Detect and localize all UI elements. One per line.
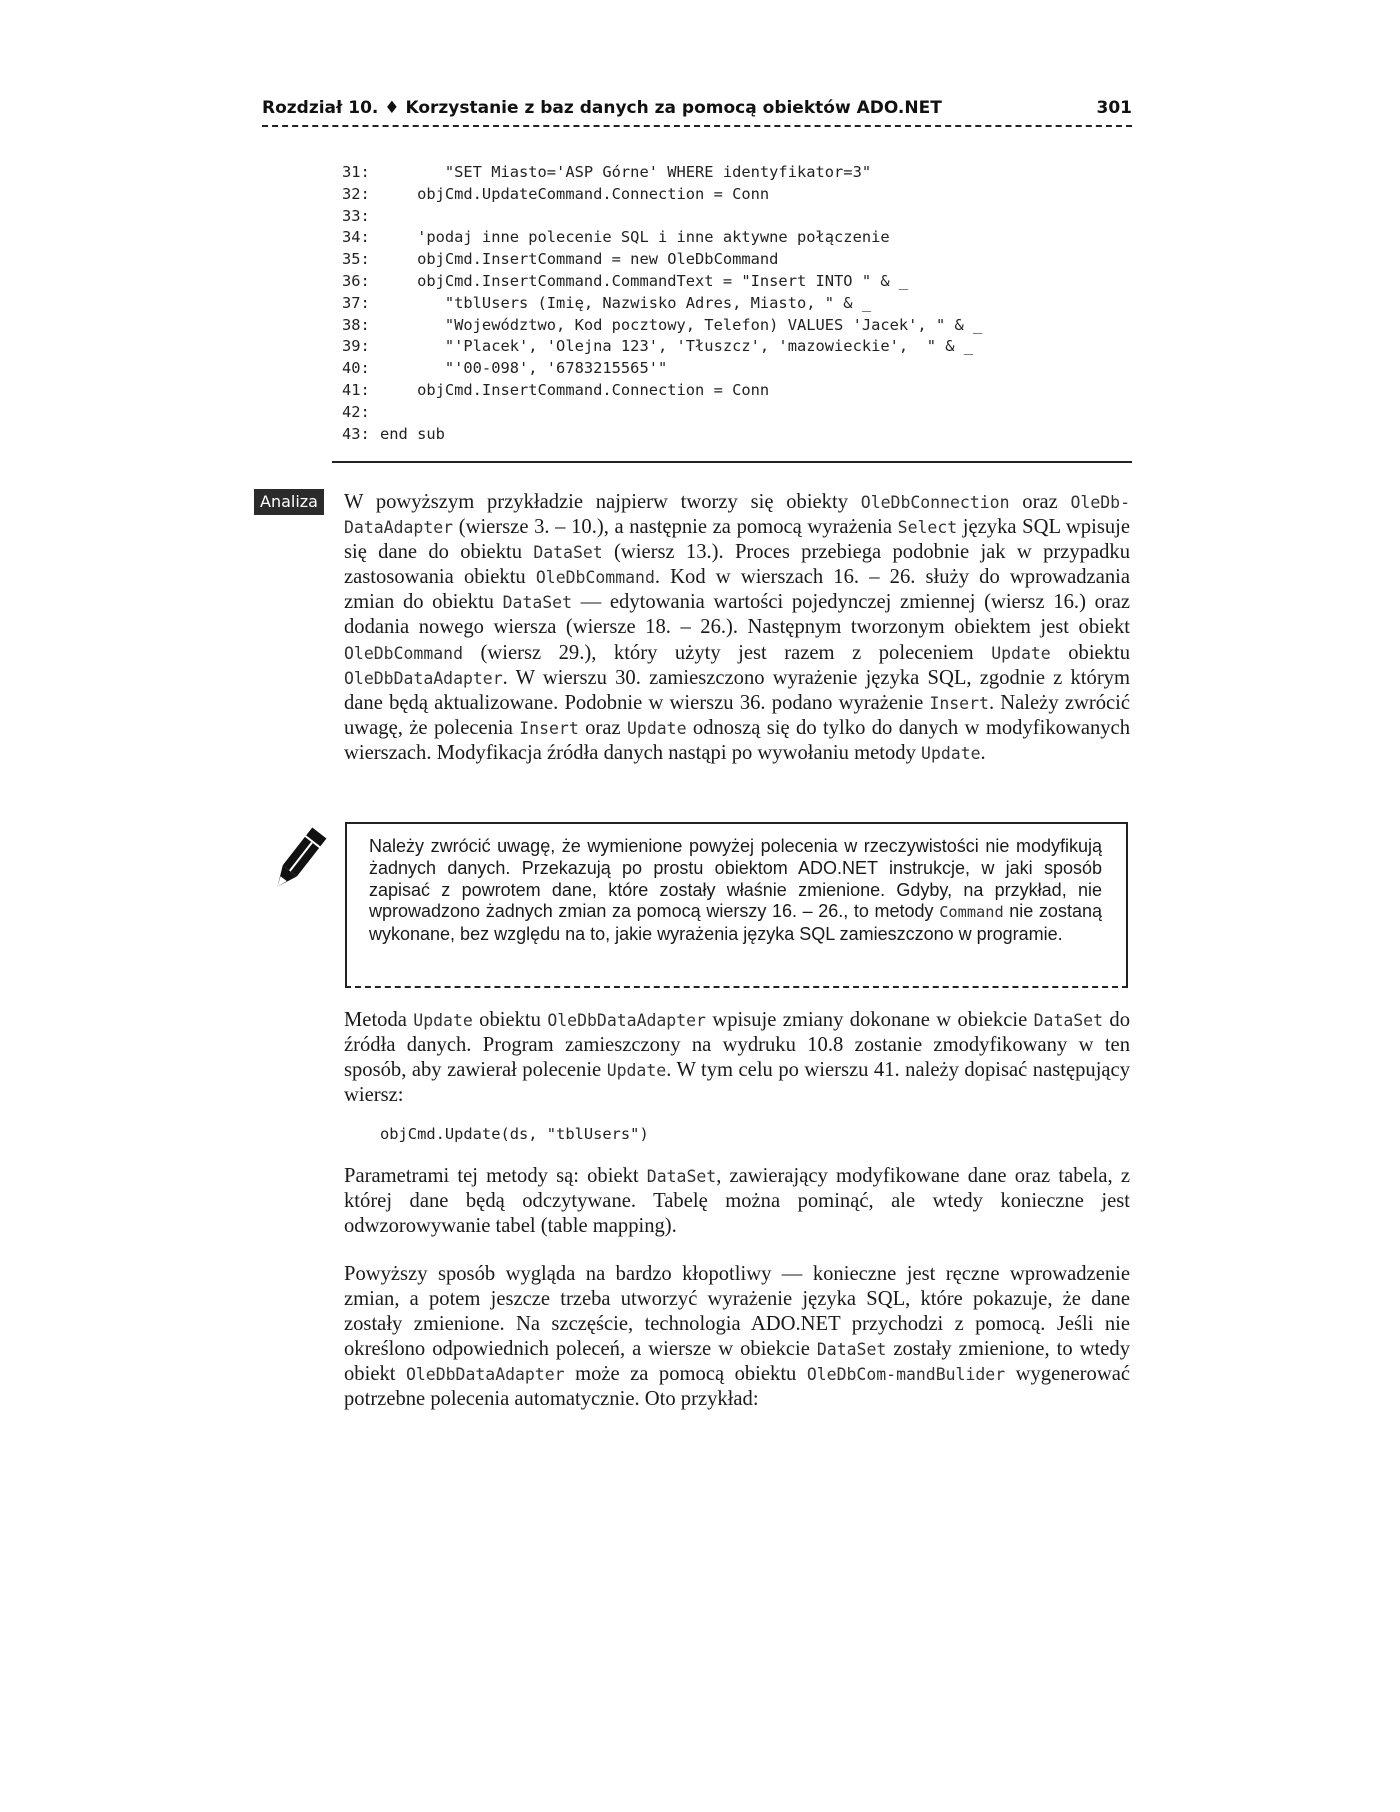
- chapter-title: Rozdział 10. ♦ Korzystanie z baz danych za pomocą obiektów ADO.NET: [262, 98, 942, 118]
- code-line: [342, 336, 982, 358]
- code-text: "SET Miasto='ASP Górne' WHERE identyfikator=3": [380, 163, 872, 181]
- inline-code: OleDbDataAdapter: [405, 1365, 565, 1385]
- inline-code: OleDb-DataAdapter: [344, 493, 1130, 538]
- line-number: 38:: [342, 315, 370, 334]
- text-run: Parametrami tej metody są: obiekt: [344, 1165, 647, 1187]
- inline-code: Command: [939, 903, 1004, 922]
- code-line: [342, 358, 982, 380]
- inline-code: Update: [606, 1061, 667, 1081]
- code-line: [342, 271, 982, 293]
- inline-code: Insert: [929, 693, 989, 713]
- running-header: [262, 98, 1132, 128]
- line-number: 36:: [342, 271, 370, 290]
- code-text: "'00-098', '6783215565'": [380, 359, 668, 378]
- code-text: end sub: [380, 424, 445, 443]
- code-text: objCmd.InsertCommand = new OleDbCommand: [380, 250, 779, 269]
- inline-code: DataSet: [502, 593, 573, 613]
- inline-code: Select: [897, 518, 958, 538]
- inline-code: OleDbDataAdapter: [344, 668, 503, 688]
- code-text: objCmd.InsertCommand.Connection = Conn: [380, 380, 770, 399]
- text-run: (wiersz 29.), który użyty jest razem z poleceniem: [462, 641, 992, 664]
- inline-code: Update: [991, 643, 1051, 663]
- code-line: [342, 227, 982, 249]
- code-line: [342, 206, 982, 228]
- analysis-badge: Analiza: [254, 489, 324, 515]
- page-number: 301: [1096, 98, 1132, 118]
- text-run: . Należy zwrócić uwagę, że polecenia: [344, 691, 1130, 739]
- code-line: [342, 402, 982, 424]
- text-run: Należy zwrócić uwagę, że wymienione powyżej polecenia w rzeczywistości nie modyfikują żadnych danych. Przekazują po prostu obiektom ADO.NET instrukcje, w jaki sposób zapisać z powrotem dane, które zostały właśnie zmienione. Gdyby, na przykład, nie wprowadzono żadnych zmian za pomocą wierszy 16. – 26., to metody: [369, 836, 1102, 922]
- analysis-paragraph: [344, 490, 1130, 766]
- line-number: 41:: [342, 380, 370, 399]
- text-run: , zawierający modyfikowane dane oraz tabela, z której dane będą odczytywane. Tabelę można pominąć, ale wtedy konieczne jest odwzorowywanie tabel (table mapping).: [344, 1165, 1130, 1238]
- text-run: obiektu: [1050, 641, 1130, 664]
- inline-code: DataSet: [1033, 1011, 1104, 1030]
- header-divider: [262, 125, 1132, 127]
- text-run: . W wierszu 30. zamieszczono wyrażenie języka SQL, zgodnie z którym dane będą aktualizowane. Podobnie w wierszu 36. podano wyrażenie: [344, 666, 1130, 714]
- text-run: oraz: [1009, 491, 1071, 513]
- code-text: 'podaj inne polecenie SQL i inne aktywne połączenie: [380, 228, 890, 247]
- inline-code: DataSet: [646, 1167, 717, 1186]
- code-text: objCmd.UpdateCommand.Connection = Conn: [380, 184, 770, 203]
- line-number: 43:: [342, 424, 370, 443]
- text-run: W powyższym przykładzie najpierw tworzy się obiekty: [344, 491, 861, 513]
- code-sample: objCmd.Update(ds, "tblUsers"): [380, 1125, 649, 1143]
- code-line: [342, 315, 982, 337]
- update-method-paragraph: [344, 1008, 1130, 1108]
- inline-code: DataSet: [533, 543, 603, 563]
- note-box-bottom-rule: [345, 986, 1128, 988]
- inline-code: Update: [413, 1011, 473, 1030]
- line-number: 31:: [342, 163, 370, 181]
- text-run: Metoda: [344, 1009, 414, 1031]
- parameters-paragraph: [344, 1164, 1130, 1239]
- line-number: 42:: [342, 402, 370, 421]
- text-run: nie zostaną wykonane, bez względu na to, jakie wyrażenia języka SQL zamieszczono w programie.: [369, 901, 1102, 945]
- text-run: . W tym celu po wierszu 41. należy dopisać następujący wiersz:: [344, 1059, 1130, 1107]
- text-run: (wiersze 3. – 10.), a następnie za pomocą wyrażenia: [453, 516, 898, 539]
- line-number: 35:: [342, 250, 370, 269]
- code-text: "'Placek', 'Olejna 123', 'Tłuszcz', 'mazowieckie', " & _: [380, 337, 974, 356]
- code-text: objCmd.InsertCommand.CommandText = "Insert INTO " & _: [380, 271, 909, 290]
- commandbuilder-paragraph: [344, 1262, 1130, 1413]
- code-line: [342, 249, 982, 271]
- inline-code: Update: [627, 718, 687, 738]
- code-listing: [342, 162, 982, 445]
- line-number: 34:: [342, 228, 370, 247]
- line-number: 40:: [342, 359, 370, 378]
- code-line: [342, 424, 982, 446]
- text-run: może za pomocą obiektu: [564, 1363, 807, 1386]
- text-run: Powyższy sposób wygląda na bardzo kłopotliwy — konieczne jest ręczne wprowadzenie zmian, a potem jeszcze trzeba utworzyć wyrażenie języka SQL, które pokazuje, że dane zostały zmienione. Na szczęście, technologia ADO.NET przychodzi z pomocą. Jeśli nie określono odpowiednich poleceń, a wiersze w obiekcie: [344, 1263, 1130, 1361]
- code-line: [342, 162, 982, 184]
- text-run: — edytowania wartości pojedynczej zmiennej (wiersz 16.) oraz dodania nowego wiersza (wiersze 18. – 26.). Następnym tworzonym obiektem jest obiekt: [344, 591, 1131, 639]
- line-number: 39:: [342, 337, 370, 356]
- text-run: . Kod w wierszach 16. – 26. służy do wprowadzania zmian do obiektu: [344, 566, 1130, 614]
- inline-code: Insert: [519, 718, 579, 738]
- inline-code: OleDbCommand: [344, 643, 463, 663]
- text-run: wpisuje zmiany dokonane w obiekcie: [705, 1009, 1034, 1031]
- text-run: (wiersz 13.). Proces przebiega podobnie jak w przypadku zastosowania obiektu: [344, 541, 1130, 589]
- text-run: .: [980, 741, 986, 764]
- text-run: oraz: [578, 716, 627, 739]
- code-line: [342, 293, 982, 315]
- text-run: wygenerować potrzebne polecenia automatycznie. Oto przykład:: [344, 1363, 1130, 1411]
- code-line: [342, 380, 982, 402]
- line-number: 37:: [342, 293, 370, 312]
- inline-code: OleDbCommand: [535, 568, 655, 588]
- code-text: "tblUsers (Imię, Nazwisko Adres, Miasto, " & _: [380, 293, 872, 312]
- inline-code: OleDbCom-mandBulider: [806, 1365, 1006, 1385]
- pencil-icon: [262, 826, 334, 898]
- inline-code: OleDbConnection: [860, 493, 1010, 512]
- code-text: "Województwo, Kod pocztowy, Telefon) VALUES 'Jacek', " & _: [380, 315, 983, 334]
- text-run: języka SQL wpisuje się dane do obiektu: [344, 516, 1130, 564]
- note-text: [369, 836, 1102, 946]
- text-run: obiektu: [472, 1009, 548, 1031]
- line-number: 32:: [342, 184, 370, 203]
- text-run: zostały zmienione, to wtedy obiekt: [344, 1338, 1130, 1386]
- code-listing-divider: [332, 461, 1132, 463]
- code-line: [342, 184, 982, 206]
- inline-code: OleDbDataAdapter: [547, 1011, 706, 1030]
- text-run: odnoszą się do tylko do danych w modyfikowanych wierszach. Modyfikacja źródła danych nastąpi po wywołaniu metody: [344, 716, 1130, 764]
- line-number: 33:: [342, 206, 370, 225]
- inline-code: Update: [921, 743, 981, 763]
- text-run: do źródła danych. Program zamieszczony na wydruku 10.8 zostanie zmodyfikowany w ten sposób, aby zawierał polecenie: [344, 1009, 1130, 1082]
- inline-code: DataSet: [816, 1340, 887, 1360]
